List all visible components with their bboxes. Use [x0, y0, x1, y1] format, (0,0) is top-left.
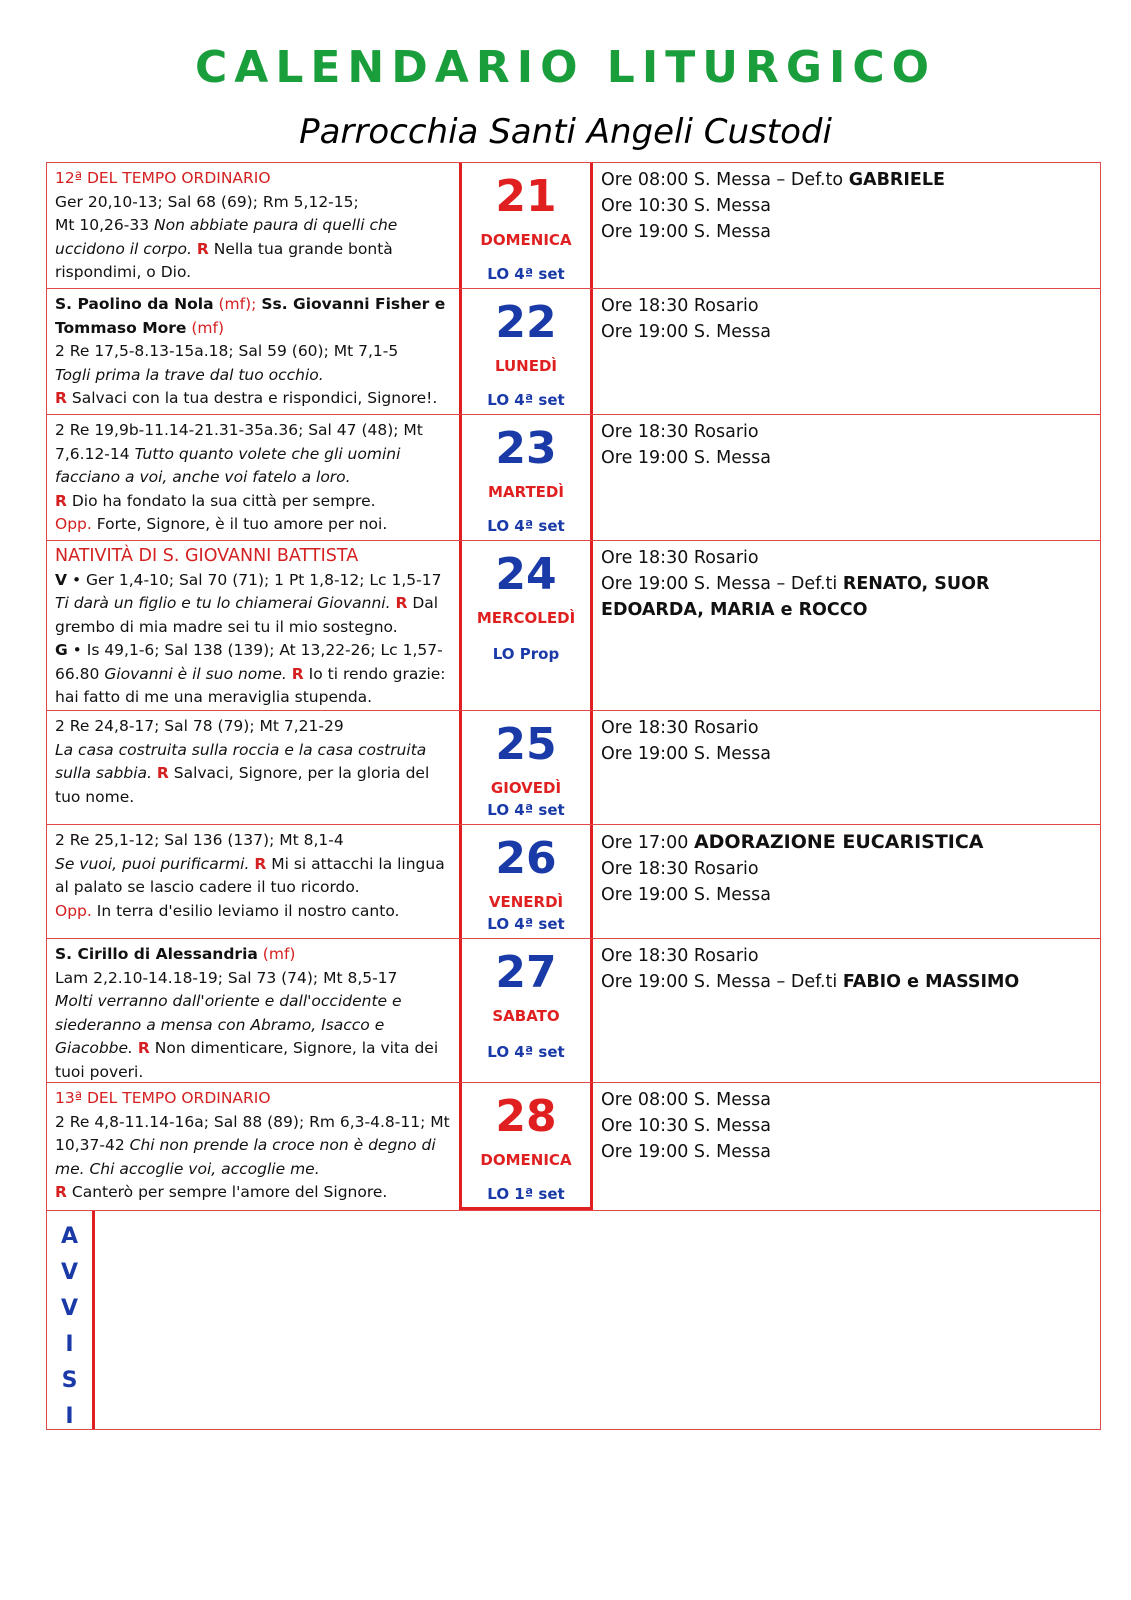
schedule-cell: [593, 825, 1100, 938]
day-row-28: [47, 1083, 1100, 1211]
readings-refs: 2 Re 4,8-11.14-16a; Sal 88 (89); Rm 6,3-4.8-11; Mt 10,37-42: [55, 1112, 450, 1154]
response-marker: R: [55, 491, 67, 510]
liturgy-of-hours: LO 4ª set: [487, 915, 565, 933]
antiphon-text: Togli prima la trave dal tuo occhio.: [55, 365, 324, 384]
schedule-entry: Ore 18:30 Rosario: [601, 296, 759, 316]
gospel-ref: Mt 10,26-33: [55, 216, 150, 234]
schedule-entry: Ore 10:30 S. Messa: [601, 1116, 771, 1136]
day-name: DOMENICA: [480, 231, 572, 249]
day-row-23: [47, 415, 1100, 541]
schedule-text: Ore 17:00: [601, 833, 689, 853]
day-name: VENERDÌ: [488, 893, 564, 911]
response-marker: R: [196, 239, 209, 258]
intention-names: FABIO e MASSIMO: [842, 972, 1020, 992]
readings-refs: • Ger 1,4-10; Sal 70 (71); 1 Pt 1,8-12; Lc 1,5-17: [71, 570, 442, 589]
response-text: Dio ha fondato la sua città per sempre.: [71, 491, 376, 510]
event-name: ADORAZIONE EUCARISTICA: [693, 831, 984, 853]
parish-subtitle: Parrocchia Santi Angeli Custodi: [299, 112, 832, 152]
avvisi-letter: V: [60, 1296, 79, 1321]
saint-name: Ss. Giovanni Fisher e Tommaso More: [55, 295, 446, 337]
antiphon-text: Se vuoi, puoi purificarmi.: [55, 854, 250, 873]
liturgy-of-hours: LO 4ª set: [487, 801, 565, 819]
schedule-entry: Ore 10:30 S. Messa: [601, 196, 771, 216]
avvisi-section: [47, 1211, 1100, 1429]
response-text: Mi si attacchi la lingua al palato se lascio cadere il tuo ricordo.: [55, 854, 445, 896]
schedule-entry: Ore 18:30 Rosario: [601, 946, 759, 966]
liturgy-of-hours: LO 1ª set: [487, 1185, 565, 1203]
day-number: 26: [495, 833, 557, 884]
liturgy-of-hours: LO 4ª set: [487, 265, 565, 283]
day-number: 23: [495, 423, 557, 474]
schedule-entry: [601, 167, 1092, 193]
readings-refs: 2 Re 17,5-8.13-15a.18; Sal 59 (60); Mt 7,1-5: [55, 342, 399, 360]
schedule-entry: Ore 19:00 S. Messa: [601, 885, 771, 905]
antiphon-text: Non abbiate paura di quelli che uccidono il corpo.: [55, 216, 398, 258]
readings-cell: [47, 1083, 459, 1210]
antiphon-text: La casa costruita sulla roccia e la casa costruita sulla sabbia.: [55, 740, 427, 782]
date-cell: [459, 1083, 593, 1210]
day-number: 24: [495, 549, 557, 600]
day-number: 25: [495, 719, 557, 770]
calendar-table: [46, 162, 1101, 1430]
day-row-27: [47, 939, 1100, 1083]
date-cell: [459, 163, 593, 288]
readings-refs: 2 Re 25,1-12; Sal 136 (137); Mt 8,1-4: [55, 831, 344, 849]
celebration-title: 13ª DEL TEMPO ORDINARIO: [55, 1089, 271, 1107]
saint-name: S. Cirillo di Alessandria: [55, 945, 258, 963]
response-marker: R: [395, 594, 408, 612]
schedule-entry: Ore 19:00 S. Messa: [601, 448, 771, 468]
schedule-text: Ore 19:00 S. Messa – Def.ti: [601, 972, 838, 992]
saint-name: S. Paolino da Nola: [55, 295, 214, 313]
response-marker: R: [55, 389, 67, 407]
date-cell: [459, 415, 593, 540]
optional-marker: Opp.: [55, 515, 92, 533]
day-row-22: [47, 289, 1100, 415]
schedule-entry: Ore 19:00 S. Messa: [601, 744, 771, 764]
intention-names: RENATO, SUOR EDOARDA, MARIA e ROCCO: [601, 574, 990, 620]
response-text: Salvaci, Signore, per la gloria del tuo nome.: [55, 764, 430, 806]
schedule-cell: [593, 1083, 1100, 1210]
schedule-cell: [593, 415, 1100, 540]
schedule-entry: Ore 18:30 Rosario: [601, 859, 759, 879]
response-text: Io ti rendo grazie: hai fatto di me una meraviglia stupenda.: [55, 664, 446, 706]
day-mass-marker: G: [55, 641, 68, 659]
readings-cell: [47, 939, 459, 1082]
antiphon-text: Molti verranno dall'oriente e dall'occidente e siederanno a mensa con Abramo, Isacco e Giacobbe.: [55, 992, 402, 1057]
intention-names: GABRIELE: [848, 170, 945, 190]
date-cell: [459, 541, 593, 710]
avvisi-letter: I: [65, 1404, 74, 1429]
schedule-entry: [601, 829, 1092, 856]
day-name: SABATO: [492, 1007, 560, 1025]
day-row-24: [47, 541, 1100, 711]
schedule-entry: Ore 18:30 Rosario: [601, 422, 759, 442]
avvisi-letter: A: [60, 1224, 79, 1249]
readings-refs: 2 Re 24,8-17; Sal 78 (79); Mt 7,21-29: [55, 717, 344, 735]
day-row-25: [47, 711, 1100, 825]
schedule-cell: [593, 541, 1100, 710]
readings-cell: [47, 163, 459, 288]
response-marker: R: [254, 854, 267, 873]
response-marker: R: [55, 1183, 67, 1201]
optional-text: Forte, Signore, è il tuo amore per noi.: [96, 515, 388, 533]
date-cell: [459, 711, 593, 824]
readings-cell: [47, 289, 459, 414]
schedule-entry: Ore 18:30 Rosario: [601, 718, 759, 738]
day-name: MARTEDÌ: [488, 483, 564, 501]
schedule-cell: [593, 163, 1100, 288]
memorial-tag: (mf): [191, 318, 225, 337]
response-text: Canterò per sempre l'amore del Signore.: [71, 1183, 388, 1201]
vigil-marker: V: [55, 570, 67, 589]
schedule-entry: [601, 969, 1092, 995]
liturgy-of-hours: LO Prop: [492, 645, 560, 663]
antiphon-text: Giovanni è il suo nome.: [104, 664, 287, 683]
celebration-title: 12ª DEL TEMPO ORDINARIO: [55, 169, 271, 187]
antiphon-text: Chi non prende la croce non è degno di me. Chi accoglie voi, accoglie me.: [55, 1136, 436, 1178]
liturgy-of-hours: LO 4ª set: [487, 517, 565, 535]
memorial-tag: (mf);: [218, 295, 257, 313]
day-name: LUNEDÌ: [494, 357, 558, 375]
page-title: CALENDARIO LITURGICO: [194, 42, 937, 93]
optional-text: In terra d'esilio leviamo il nostro canto.: [96, 901, 400, 920]
readings-refs: • Is 49,1-6; Sal 138 (139); At 13,22-26; Lc 1,57-66.80: [55, 641, 443, 683]
avvisi-letter: I: [65, 1332, 74, 1357]
readings-cell: [47, 825, 459, 938]
schedule-cell: [593, 289, 1100, 414]
date-cell: [459, 289, 593, 414]
avvisi-label: [47, 1211, 95, 1429]
schedule-entry: Ore 08:00 S. Messa: [601, 1090, 771, 1110]
avvisi-letter: V: [60, 1260, 79, 1285]
date-cell: [459, 825, 593, 938]
schedule-entry: Ore 19:00 S. Messa: [601, 222, 771, 242]
liturgy-of-hours: LO 4ª set: [487, 391, 565, 409]
schedule-entry: Ore 19:00 S. Messa: [601, 1142, 771, 1162]
liturgy-of-hours: LO 4ª set: [487, 1043, 565, 1061]
day-number: 28: [495, 1091, 557, 1142]
antiphon-text: Tutto quanto volete che gli uomini facciano a voi, anche voi fatelo a loro.: [55, 444, 401, 486]
response-text: Nella tua grande bontà rispondimi, o Dio.: [55, 239, 393, 281]
readings-refs: 2 Re 19,9b-11.14-21.31-35a.36; Sal 47 (48); Mt 7,6.12-14: [55, 421, 423, 463]
schedule-text: Ore 19:00 S. Messa – Def.ti: [601, 574, 838, 594]
response-text: Salvaci con la tua destra e rispondici, Signore!.: [71, 389, 438, 407]
day-name: DOMENICA: [480, 1151, 572, 1169]
schedule-text: Ore 08:00 S. Messa – Def.to: [601, 170, 844, 190]
day-number: 27: [495, 947, 557, 998]
response-text: Dal grembo di mia madre sei tu il mio sostegno.: [55, 594, 439, 636]
readings-cell: [47, 541, 459, 710]
schedule-entry: Ore 18:30 Rosario: [601, 548, 759, 568]
readings-refs: Lam 2,2.10-14.18-19; Sal 73 (74); Mt 8,5-17: [55, 968, 398, 987]
day-row-26: [47, 825, 1100, 939]
response-marker: R: [291, 664, 304, 683]
day-row-21: [47, 163, 1100, 289]
response-text: Non dimenticare, Signore, la vita dei tuoi poveri.: [55, 1039, 439, 1081]
antiphon-text: Ti darà un figlio e tu lo chiamerai Giovanni.: [55, 594, 391, 612]
readings-refs: Ger 20,10-13; Sal 68 (69); Rm 5,12-15;: [55, 192, 359, 211]
schedule-cell: [593, 939, 1100, 1082]
memorial-tag: (mf): [262, 945, 296, 963]
optional-marker: Opp.: [55, 901, 92, 920]
schedule-entry: Ore 19:00 S. Messa: [601, 322, 771, 342]
readings-cell: [47, 415, 459, 540]
day-name: MERCOLEDÌ: [476, 609, 576, 627]
day-name: GIOVEDÌ: [490, 779, 562, 797]
date-cell: [459, 939, 593, 1082]
celebration-title: NATIVITÀ DI S. GIOVANNI BATTISTA: [55, 546, 359, 566]
response-marker: R: [156, 764, 169, 782]
response-marker: R: [137, 1039, 150, 1057]
readings-cell: [47, 711, 459, 824]
avvisi-letter: S: [61, 1368, 78, 1393]
schedule-entry: [601, 571, 1092, 623]
day-number: 22: [495, 297, 557, 348]
schedule-cell: [593, 711, 1100, 824]
day-number: 21: [495, 171, 557, 222]
